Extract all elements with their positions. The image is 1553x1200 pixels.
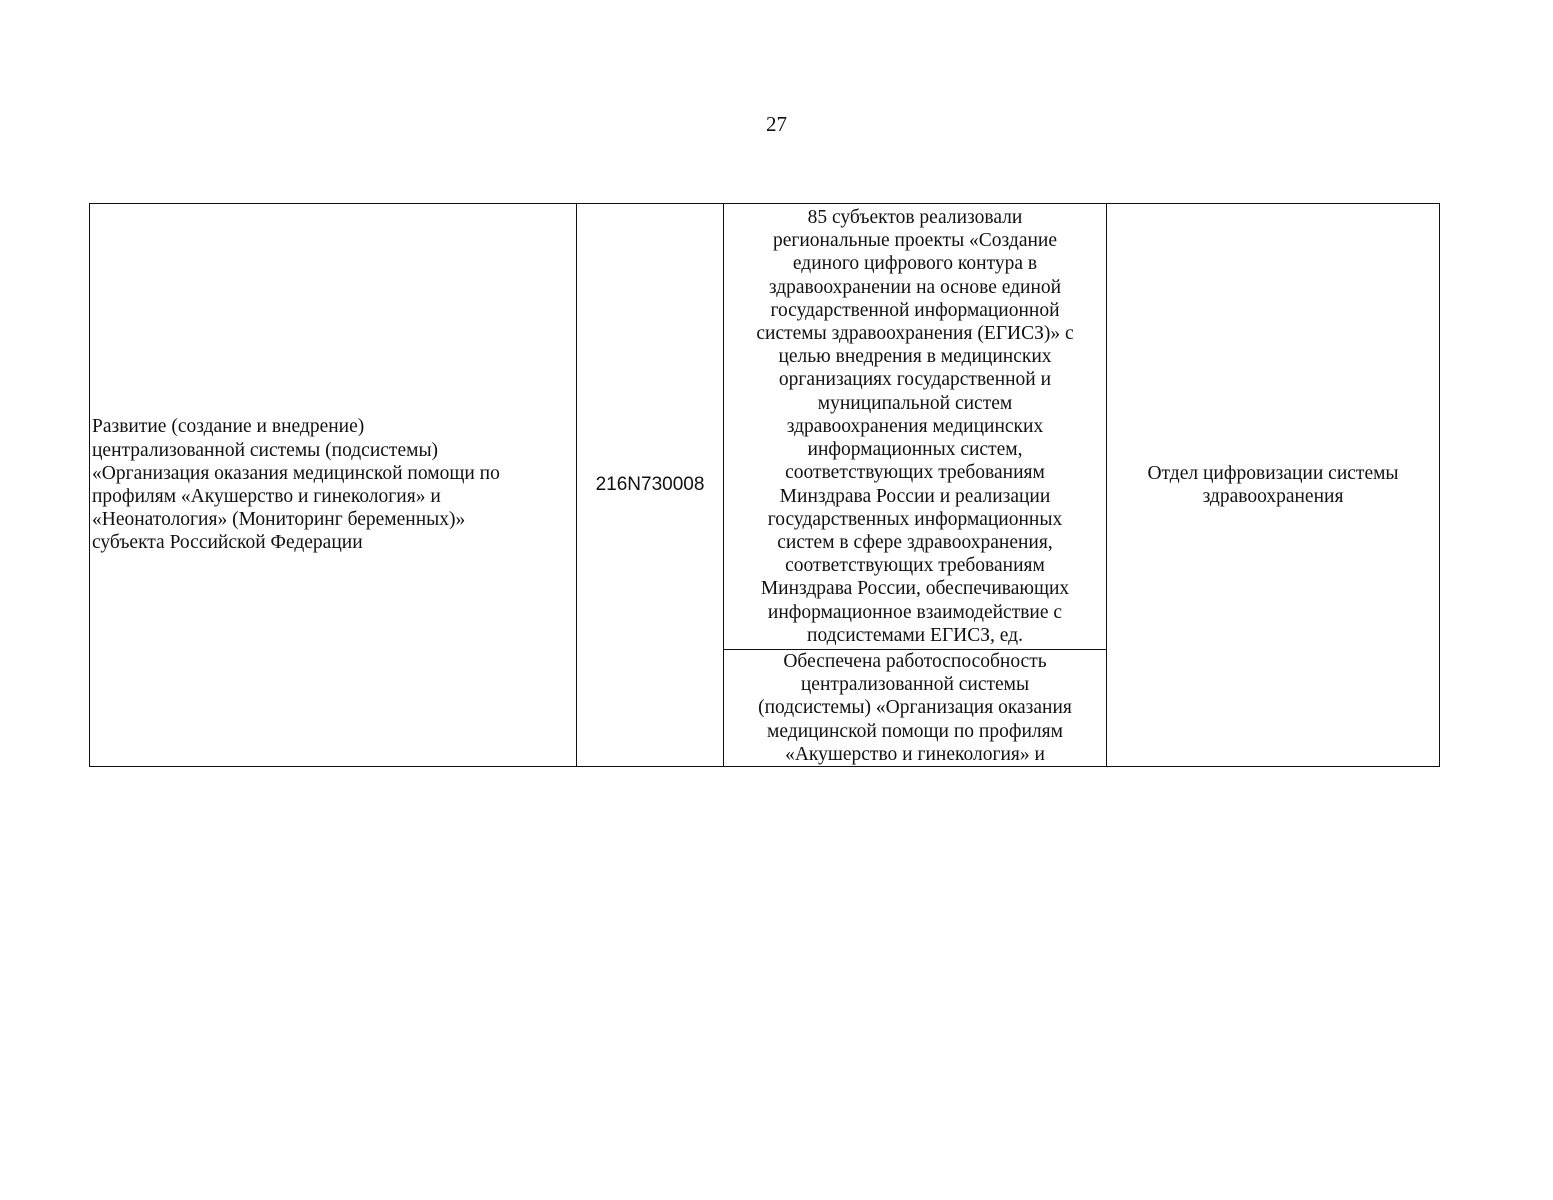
project-code-cell [577,204,724,767]
department-cell [1107,204,1440,767]
result-cell-2 [724,650,1107,767]
document-table [89,203,1440,767]
project-name-text: Развитие (создание и внедрение) централизованной системы (подсистемы) «Организация оказания медицинской помощи по профилям «Акушерство и гинекология» и «Неонатология» (Мониторинг беременных)» субъекта Российской Федерации [92,416,500,554]
page-number: 27 [766,112,787,136]
result-text-1: 85 субъектов реализовали региональные проекты «Создание единого цифрового контура в здравоохранении на основе единой государственной информационной системы здравоохранения (ЕГИСЗ)» с целью внедрения в медицинских организациях государственной и муниципальной систем здравоохранения медицинских информационных систем, соответствующих требованиям Минздрава России и реализации государственных информационных систем в сфере здравоохранения, соответствующих требованиям Минздрава России, обеспечивающих информационное взаимодействие с подсистемами ЕГИСЗ, ед. [756,207,1074,646]
project-name-cell [90,204,577,767]
result-text-2: Обеспечена работоспособность централизованной системы (подсистемы) «Организация оказания медицинской помощи по профилям «Акушерство и гинекология» и [758,651,1072,765]
table-row [90,204,1440,650]
result-cell-1 [724,204,1107,650]
department-text: Отдел цифровизации системы здравоохранения [1147,462,1399,507]
project-code-text: 216N730008 [595,474,705,496]
